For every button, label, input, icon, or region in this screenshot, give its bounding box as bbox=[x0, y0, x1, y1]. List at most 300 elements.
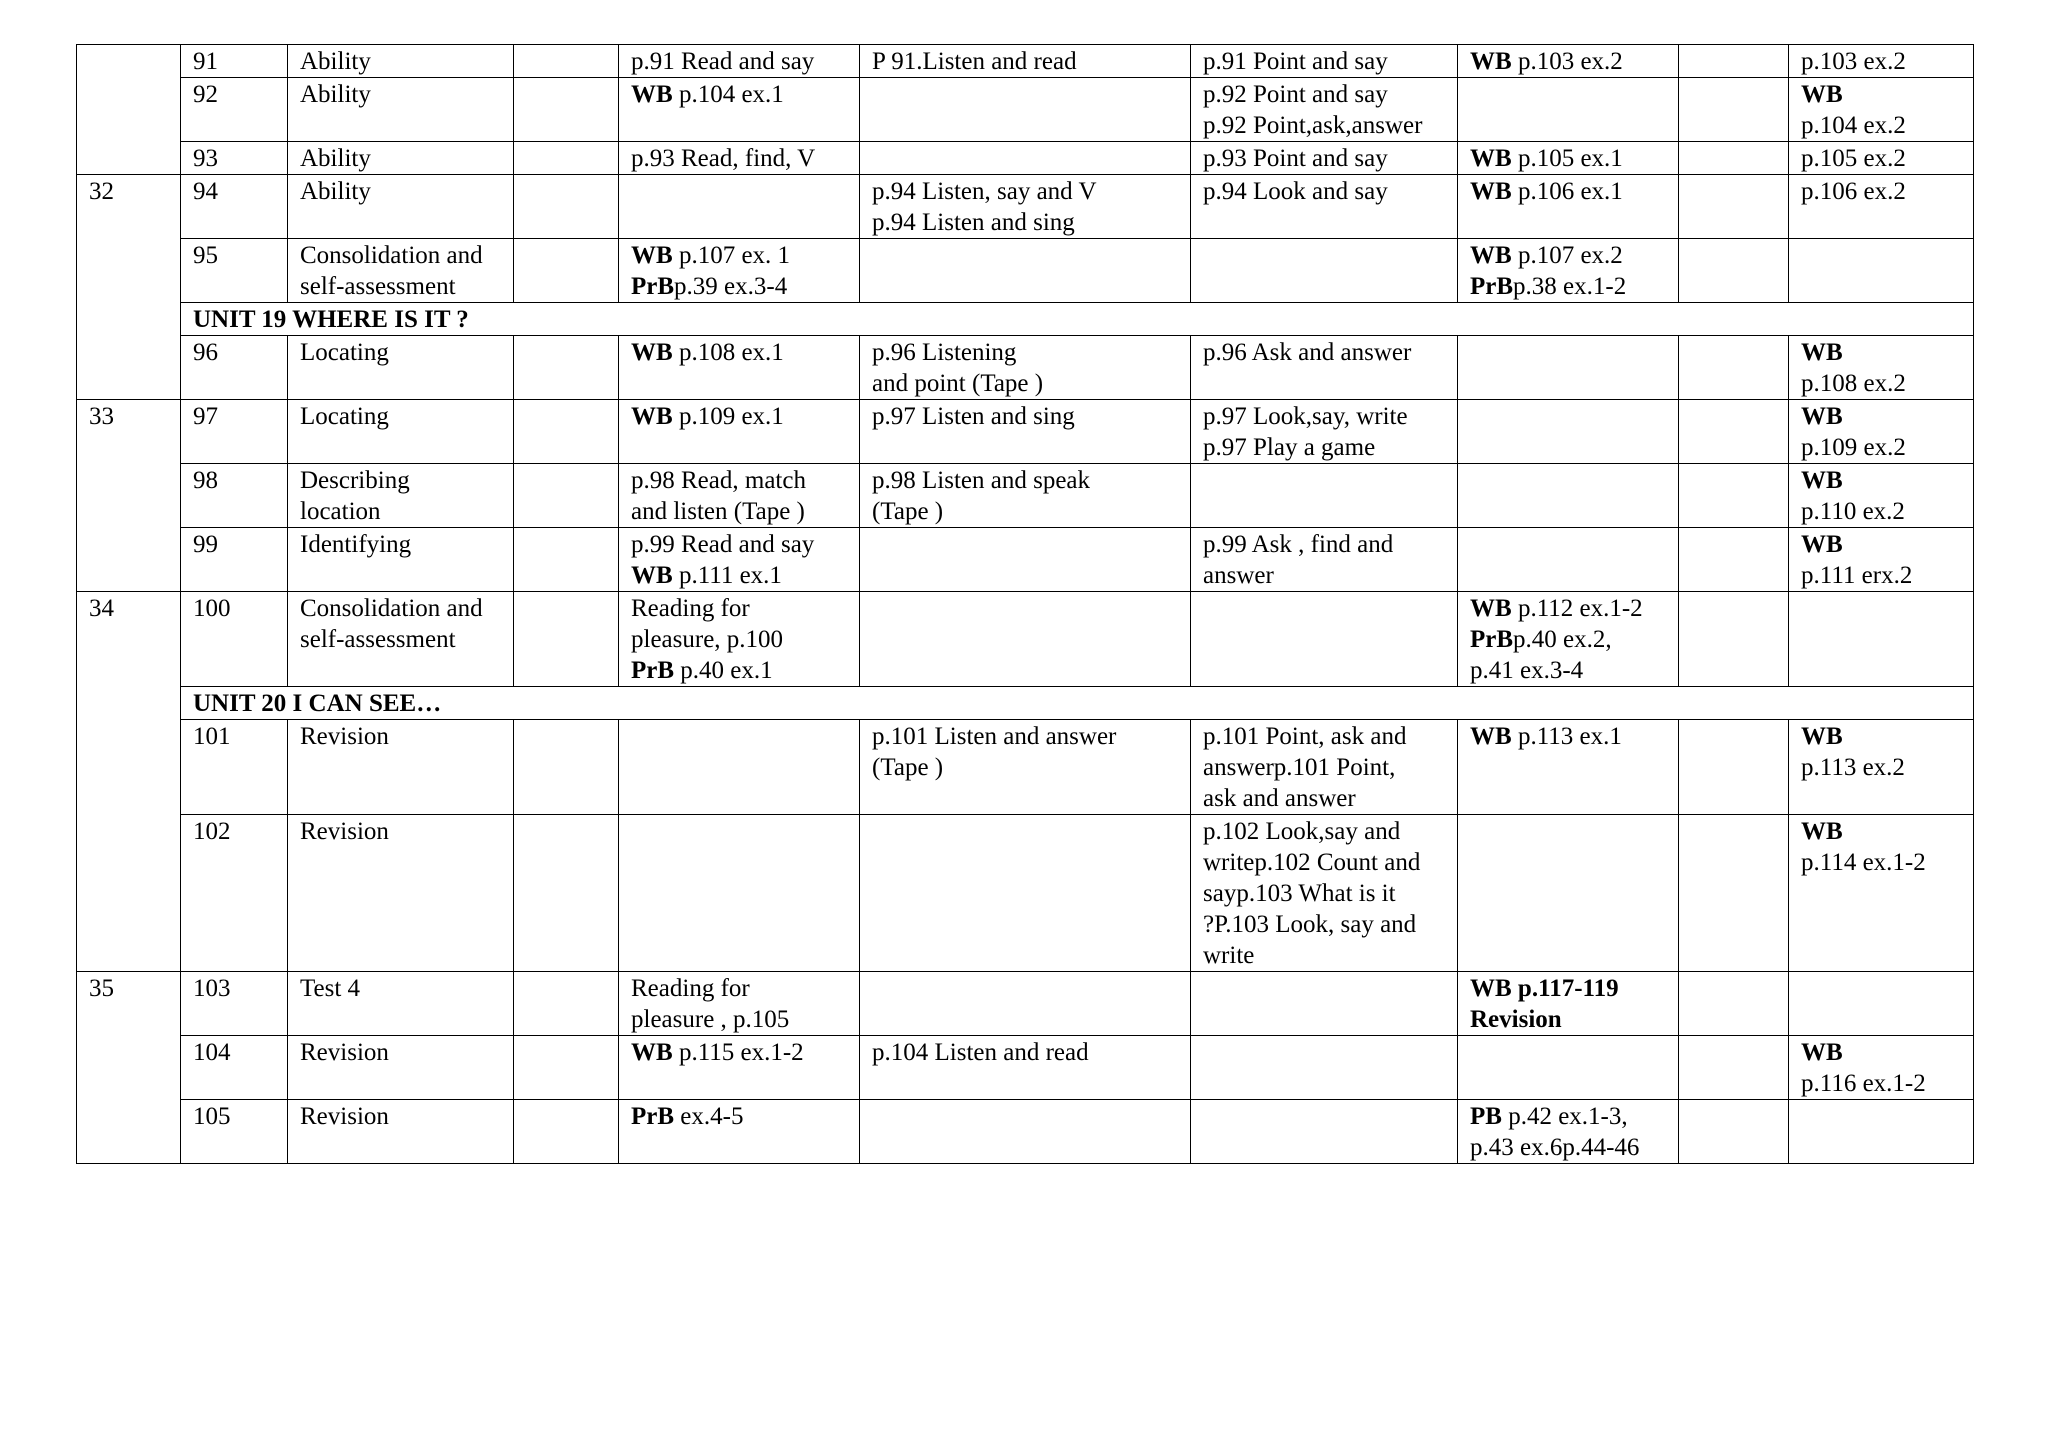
book-abbreviation: WB bbox=[1470, 48, 1512, 75]
cell-line bbox=[631, 1004, 847, 1035]
topic-line: Revision bbox=[300, 723, 389, 750]
reading-cell bbox=[619, 400, 860, 464]
speaking-cell bbox=[1191, 1100, 1458, 1164]
topic-cell bbox=[288, 175, 514, 239]
cell-text: p.109 ex.1 bbox=[672, 403, 784, 430]
lesson-row bbox=[77, 239, 1974, 303]
cell-line bbox=[1801, 496, 1961, 527]
cell-text: p.104 ex.1 bbox=[672, 81, 784, 108]
cell-line bbox=[872, 465, 1178, 496]
listening-cell bbox=[860, 175, 1191, 239]
cell-text: p.113 ex.2 bbox=[1801, 754, 1905, 781]
cell-text: p.92 Point and say bbox=[1203, 81, 1388, 108]
extra-cell bbox=[514, 464, 619, 528]
cell-text: sayp.103 What is it bbox=[1203, 880, 1396, 907]
cell-text: p.40 ex.1 bbox=[674, 657, 773, 684]
writing-cell bbox=[1458, 1100, 1679, 1164]
cell-line bbox=[872, 176, 1178, 207]
writing-cell bbox=[1458, 78, 1679, 142]
writing-cell bbox=[1458, 400, 1679, 464]
unit-title-cell: UNIT 19 WHERE IS IT ? bbox=[181, 303, 1974, 336]
lesson-row bbox=[77, 142, 1974, 175]
cell-line bbox=[631, 337, 847, 368]
lesson-number-cell bbox=[181, 720, 288, 815]
extra-2-cell bbox=[1679, 239, 1789, 303]
cell-text: p.108 ex.1 bbox=[672, 339, 784, 366]
cell-text: p.93 Point and say bbox=[1203, 145, 1388, 172]
cell-line bbox=[1470, 1101, 1666, 1132]
cell-line bbox=[631, 1037, 847, 1068]
topic-cell bbox=[288, 592, 514, 687]
cell-line bbox=[1801, 560, 1961, 591]
lesson-number: 95 bbox=[193, 242, 218, 269]
extra-cell bbox=[514, 78, 619, 142]
extra-2-cell bbox=[1679, 1100, 1789, 1164]
homework-cell bbox=[1789, 972, 1974, 1036]
lesson-row bbox=[77, 336, 1974, 400]
listening-cell bbox=[860, 1036, 1191, 1100]
cell-line bbox=[1801, 432, 1961, 463]
cell-line bbox=[1801, 1068, 1961, 1099]
lesson-row bbox=[77, 400, 1974, 464]
extra-2-cell bbox=[1679, 528, 1789, 592]
cell-text: P 91.Listen and read bbox=[872, 48, 1077, 75]
speaking-cell bbox=[1191, 400, 1458, 464]
speaking-cell bbox=[1191, 1036, 1458, 1100]
cell-line bbox=[1470, 593, 1666, 624]
cell-text: Reading for bbox=[631, 975, 750, 1002]
cell-line bbox=[631, 271, 847, 302]
extra-2-cell bbox=[1679, 972, 1789, 1036]
lesson-number: 105 bbox=[193, 1103, 231, 1130]
week-number: 34 bbox=[89, 595, 114, 622]
topic-cell bbox=[288, 78, 514, 142]
cell-line bbox=[1203, 401, 1445, 432]
homework-cell bbox=[1789, 1036, 1974, 1100]
topic-line: Describing bbox=[300, 467, 410, 494]
cell-line bbox=[1470, 973, 1666, 1004]
cell-text: p.40 ex.2, bbox=[1513, 626, 1612, 653]
cell-text: p.97 Look,say, write bbox=[1203, 403, 1408, 430]
cell-line bbox=[631, 496, 847, 527]
lesson-number-cell bbox=[181, 239, 288, 303]
cell-text: p.97 Listen and sing bbox=[872, 403, 1075, 430]
cell-line bbox=[1801, 529, 1961, 560]
lesson-number: 98 bbox=[193, 467, 218, 494]
cell-text: p.106 ex.2 bbox=[1801, 178, 1906, 205]
week-cell bbox=[77, 175, 181, 400]
book-abbreviation: WB bbox=[631, 339, 673, 366]
extra-cell bbox=[514, 592, 619, 687]
week-cell bbox=[77, 592, 181, 972]
lesson-number-cell bbox=[181, 142, 288, 175]
cell-text: p.108 ex.2 bbox=[1801, 370, 1906, 397]
lesson-number-cell bbox=[181, 336, 288, 400]
lesson-number-cell bbox=[181, 1100, 288, 1164]
book-abbreviation: WB bbox=[1470, 178, 1512, 205]
topic-line: Consolidation and bbox=[300, 242, 483, 269]
cell-text: p.109 ex.2 bbox=[1801, 434, 1906, 461]
extra-cell bbox=[514, 972, 619, 1036]
cell-line bbox=[631, 1101, 847, 1132]
reading-cell bbox=[619, 720, 860, 815]
speaking-cell bbox=[1191, 972, 1458, 1036]
cell-line bbox=[1470, 46, 1666, 77]
lesson-number-cell bbox=[181, 400, 288, 464]
cell-text: p.101 Point, ask and bbox=[1203, 723, 1407, 750]
homework-cell bbox=[1789, 336, 1974, 400]
cell-line bbox=[1203, 878, 1445, 909]
cell-text: p.107 ex. 1 bbox=[672, 242, 791, 269]
cell-line bbox=[1203, 46, 1445, 77]
cell-text: Reading for bbox=[631, 595, 750, 622]
cell-text: p.94 Listen and sing bbox=[872, 209, 1075, 236]
cell-text: p.41 ex.3-4 bbox=[1470, 657, 1584, 684]
cell-line bbox=[631, 46, 847, 77]
book-abbreviation: PrB bbox=[1470, 273, 1514, 300]
topic-cell bbox=[288, 464, 514, 528]
writing-cell bbox=[1458, 464, 1679, 528]
reading-cell bbox=[619, 336, 860, 400]
reading-cell bbox=[619, 175, 860, 239]
unit-header-row bbox=[77, 687, 1974, 720]
writing-cell bbox=[1458, 1036, 1679, 1100]
cell-line bbox=[631, 655, 847, 686]
writing-cell bbox=[1458, 815, 1679, 972]
cell-line bbox=[1203, 176, 1445, 207]
book-abbreviation: WB bbox=[1801, 531, 1843, 558]
listening-cell bbox=[860, 45, 1191, 78]
cell-text: p.105 ex.2 bbox=[1801, 145, 1906, 172]
writing-cell bbox=[1458, 239, 1679, 303]
cell-text: p.43 ex.6p.44-46 bbox=[1470, 1134, 1640, 1161]
speaking-cell bbox=[1191, 239, 1458, 303]
cell-line bbox=[1470, 143, 1666, 174]
cell-line bbox=[631, 465, 847, 496]
cell-text: answerp.101 Point, bbox=[1203, 754, 1396, 781]
cell-text: pleasure, p.100 bbox=[631, 626, 784, 653]
book-abbreviation: WB bbox=[1470, 145, 1512, 172]
cell-line bbox=[1470, 176, 1666, 207]
homework-cell bbox=[1789, 400, 1974, 464]
topic-line: Revision bbox=[300, 818, 389, 845]
extra-2-cell bbox=[1679, 78, 1789, 142]
cell-line bbox=[1203, 909, 1445, 940]
book-abbreviation: WB bbox=[1470, 723, 1512, 750]
cell-line bbox=[872, 721, 1178, 752]
homework-cell bbox=[1789, 592, 1974, 687]
reading-cell bbox=[619, 1100, 860, 1164]
lesson-row bbox=[77, 720, 1974, 815]
book-abbreviation: WB bbox=[631, 242, 673, 269]
listening-cell bbox=[860, 464, 1191, 528]
cell-line bbox=[1801, 847, 1961, 878]
cell-line bbox=[1470, 1004, 1666, 1035]
book-abbreviation: PrB bbox=[631, 1103, 675, 1130]
cell-text: ask and answer bbox=[1203, 785, 1356, 812]
cell-line bbox=[1801, 368, 1961, 399]
lesson-number: 102 bbox=[193, 818, 231, 845]
extra-2-cell bbox=[1679, 336, 1789, 400]
homework-cell bbox=[1789, 142, 1974, 175]
homework-cell bbox=[1789, 720, 1974, 815]
topic-line: Ability bbox=[300, 178, 371, 205]
topic-cell bbox=[288, 142, 514, 175]
cell-line bbox=[872, 46, 1178, 77]
unit-header-row bbox=[77, 303, 1974, 336]
writing-cell bbox=[1458, 528, 1679, 592]
reading-cell bbox=[619, 592, 860, 687]
topic-line: Test 4 bbox=[300, 975, 361, 1002]
book-abbreviation: WB bbox=[1470, 242, 1512, 269]
extra-cell bbox=[514, 1100, 619, 1164]
cell-text: (Tape ) bbox=[872, 754, 944, 781]
cell-line bbox=[1203, 721, 1445, 752]
cell-line bbox=[872, 1037, 1178, 1068]
cell-line bbox=[1801, 752, 1961, 783]
book-abbreviation: WB p.117-119 bbox=[1470, 975, 1619, 1002]
cell-text: p.91 Read and say bbox=[631, 48, 815, 75]
extra-cell bbox=[514, 175, 619, 239]
cell-text: (Tape ) bbox=[872, 498, 944, 525]
cell-text: p.98 Listen and speak bbox=[872, 467, 1091, 494]
extra-2-cell bbox=[1679, 142, 1789, 175]
lesson-plan-body bbox=[77, 45, 1974, 1164]
extra-2-cell bbox=[1679, 592, 1789, 687]
lesson-row bbox=[77, 45, 1974, 78]
cell-line bbox=[1801, 143, 1961, 174]
homework-cell bbox=[1789, 78, 1974, 142]
homework-cell bbox=[1789, 464, 1974, 528]
lesson-number-cell bbox=[181, 45, 288, 78]
extra-2-cell bbox=[1679, 45, 1789, 78]
homework-cell bbox=[1789, 528, 1974, 592]
topic-cell bbox=[288, 45, 514, 78]
cell-line bbox=[872, 401, 1178, 432]
cell-line bbox=[1203, 529, 1445, 560]
cell-text: p.93 Read, find, V bbox=[631, 145, 816, 172]
week-number: 33 bbox=[89, 403, 114, 430]
reading-cell bbox=[619, 1036, 860, 1100]
cell-line bbox=[631, 560, 847, 591]
lesson-row bbox=[77, 528, 1974, 592]
cell-text: p.114 ex.1-2 bbox=[1801, 849, 1926, 876]
lesson-number-cell bbox=[181, 528, 288, 592]
cell-line bbox=[1801, 176, 1961, 207]
lesson-row bbox=[77, 815, 1974, 972]
topic-cell bbox=[288, 972, 514, 1036]
cell-line bbox=[1203, 432, 1445, 463]
cell-line bbox=[1801, 816, 1961, 847]
cell-text: p.103 ex.2 bbox=[1801, 48, 1906, 75]
cell-text: ?P.103 Look, say and bbox=[1203, 911, 1417, 938]
extra-2-cell bbox=[1679, 720, 1789, 815]
writing-cell bbox=[1458, 336, 1679, 400]
listening-cell bbox=[860, 78, 1191, 142]
cell-text: p.38 ex.1-2 bbox=[1513, 273, 1627, 300]
lesson-number-cell bbox=[181, 592, 288, 687]
book-abbreviation: WB bbox=[1801, 81, 1843, 108]
homework-cell bbox=[1789, 239, 1974, 303]
book-abbreviation: PrB bbox=[631, 657, 675, 684]
extra-cell bbox=[514, 400, 619, 464]
lesson-number-cell bbox=[181, 972, 288, 1036]
listening-cell bbox=[860, 972, 1191, 1036]
topic-cell bbox=[288, 336, 514, 400]
homework-cell bbox=[1789, 1100, 1974, 1164]
cell-line bbox=[1203, 143, 1445, 174]
cell-line bbox=[631, 973, 847, 1004]
topic-line: location bbox=[300, 498, 381, 525]
reading-cell bbox=[619, 464, 860, 528]
book-abbreviation: WB bbox=[1801, 339, 1843, 366]
cell-text: p.42 ex.1-3, bbox=[1501, 1103, 1628, 1130]
cell-line bbox=[872, 496, 1178, 527]
listening-cell bbox=[860, 815, 1191, 972]
cell-line bbox=[631, 624, 847, 655]
book-abbreviation: WB bbox=[631, 1039, 673, 1066]
cell-text: p.106 ex.1 bbox=[1511, 178, 1623, 205]
cell-line bbox=[1470, 271, 1666, 302]
cell-line bbox=[631, 529, 847, 560]
book-abbreviation: WB bbox=[1801, 1039, 1843, 1066]
lesson-row bbox=[77, 175, 1974, 239]
cell-text: write bbox=[1203, 942, 1255, 969]
topic-line: Consolidation and bbox=[300, 595, 483, 622]
lesson-row bbox=[77, 1100, 1974, 1164]
book-abbreviation: PB bbox=[1470, 1103, 1502, 1130]
cell-line bbox=[1801, 337, 1961, 368]
writing-cell bbox=[1458, 972, 1679, 1036]
lesson-number: 101 bbox=[193, 723, 231, 750]
lesson-number: 92 bbox=[193, 81, 218, 108]
cell-line bbox=[1203, 337, 1445, 368]
cell-line bbox=[1203, 940, 1445, 971]
extra-cell bbox=[514, 142, 619, 175]
topic-line: self-assessment bbox=[300, 626, 456, 653]
reading-cell bbox=[619, 239, 860, 303]
speaking-cell bbox=[1191, 45, 1458, 78]
cell-line bbox=[1203, 752, 1445, 783]
speaking-cell bbox=[1191, 592, 1458, 687]
writing-cell bbox=[1458, 45, 1679, 78]
cell-text: p.113 ex.1 bbox=[1511, 723, 1622, 750]
extra-2-cell bbox=[1679, 1036, 1789, 1100]
cell-text: p.110 ex.2 bbox=[1801, 498, 1905, 525]
extra-cell bbox=[514, 239, 619, 303]
lesson-number: 104 bbox=[193, 1039, 231, 1066]
lesson-number: 91 bbox=[193, 48, 218, 75]
week-number: 35 bbox=[89, 975, 114, 1002]
lesson-row bbox=[77, 592, 1974, 687]
cell-text: pleasure , p.105 bbox=[631, 1006, 790, 1033]
cell-text: p.112 ex.1-2 bbox=[1511, 595, 1643, 622]
writing-cell bbox=[1458, 142, 1679, 175]
lesson-plan-table bbox=[76, 44, 1974, 1164]
lesson-number: 100 bbox=[193, 595, 231, 622]
speaking-cell bbox=[1191, 336, 1458, 400]
book-abbreviation: WB bbox=[631, 562, 673, 589]
extra-cell bbox=[514, 528, 619, 592]
cell-text: p.111 ex.1 bbox=[672, 562, 782, 589]
extra-2-cell bbox=[1679, 400, 1789, 464]
cell-line bbox=[1203, 560, 1445, 591]
cell-text: p.99 Ask , find and bbox=[1203, 531, 1394, 558]
speaking-cell bbox=[1191, 78, 1458, 142]
cell-line bbox=[872, 368, 1178, 399]
cell-line bbox=[1801, 46, 1961, 77]
cell-text: and point (Tape ) bbox=[872, 370, 1044, 397]
topic-cell bbox=[288, 720, 514, 815]
speaking-cell bbox=[1191, 528, 1458, 592]
cell-text: p.94 Look and say bbox=[1203, 178, 1388, 205]
speaking-cell bbox=[1191, 815, 1458, 972]
book-abbreviation: WB bbox=[631, 403, 673, 430]
book-abbreviation: Revision bbox=[1470, 1006, 1562, 1033]
speaking-cell bbox=[1191, 720, 1458, 815]
week-number: 32 bbox=[89, 178, 114, 205]
lesson-number-cell bbox=[181, 78, 288, 142]
lesson-row bbox=[77, 464, 1974, 528]
reading-cell bbox=[619, 45, 860, 78]
homework-cell bbox=[1789, 45, 1974, 78]
topic-line: Ability bbox=[300, 48, 371, 75]
reading-cell bbox=[619, 815, 860, 972]
cell-text: p.105 ex.1 bbox=[1511, 145, 1623, 172]
extra-2-cell bbox=[1679, 815, 1789, 972]
lesson-number: 99 bbox=[193, 531, 218, 558]
topic-cell bbox=[288, 528, 514, 592]
cell-text: p.94 Listen, say and V bbox=[872, 178, 1097, 205]
listening-cell bbox=[860, 142, 1191, 175]
week-cell bbox=[77, 972, 181, 1164]
topic-line: Locating bbox=[300, 339, 389, 366]
topic-line: Ability bbox=[300, 81, 371, 108]
extra-cell bbox=[514, 720, 619, 815]
book-abbreviation: WB bbox=[1801, 467, 1843, 494]
topic-line: Revision bbox=[300, 1039, 389, 1066]
lesson-number-cell bbox=[181, 175, 288, 239]
lesson-number: 94 bbox=[193, 178, 218, 205]
cell-line bbox=[631, 79, 847, 110]
cell-line bbox=[631, 593, 847, 624]
extra-cell bbox=[514, 815, 619, 972]
cell-line bbox=[1470, 1132, 1666, 1163]
topic-line: Locating bbox=[300, 403, 389, 430]
cell-line bbox=[1470, 721, 1666, 752]
writing-cell bbox=[1458, 175, 1679, 239]
reading-cell bbox=[619, 972, 860, 1036]
speaking-cell bbox=[1191, 464, 1458, 528]
cell-line bbox=[872, 207, 1178, 238]
lesson-number: 93 bbox=[193, 145, 218, 172]
lesson-number: 96 bbox=[193, 339, 218, 366]
cell-line bbox=[1801, 1037, 1961, 1068]
cell-line bbox=[872, 337, 1178, 368]
cell-text: ex.4-5 bbox=[674, 1103, 744, 1130]
cell-line bbox=[1470, 240, 1666, 271]
extra-2-cell bbox=[1679, 175, 1789, 239]
topic-cell bbox=[288, 1036, 514, 1100]
topic-line: self-assessment bbox=[300, 273, 456, 300]
lesson-number: 97 bbox=[193, 403, 218, 430]
cell-text: p.116 ex.1-2 bbox=[1801, 1070, 1926, 1097]
listening-cell bbox=[860, 528, 1191, 592]
reading-cell bbox=[619, 142, 860, 175]
book-abbreviation: PrB bbox=[631, 273, 675, 300]
homework-cell bbox=[1789, 815, 1974, 972]
extra-cell bbox=[514, 45, 619, 78]
